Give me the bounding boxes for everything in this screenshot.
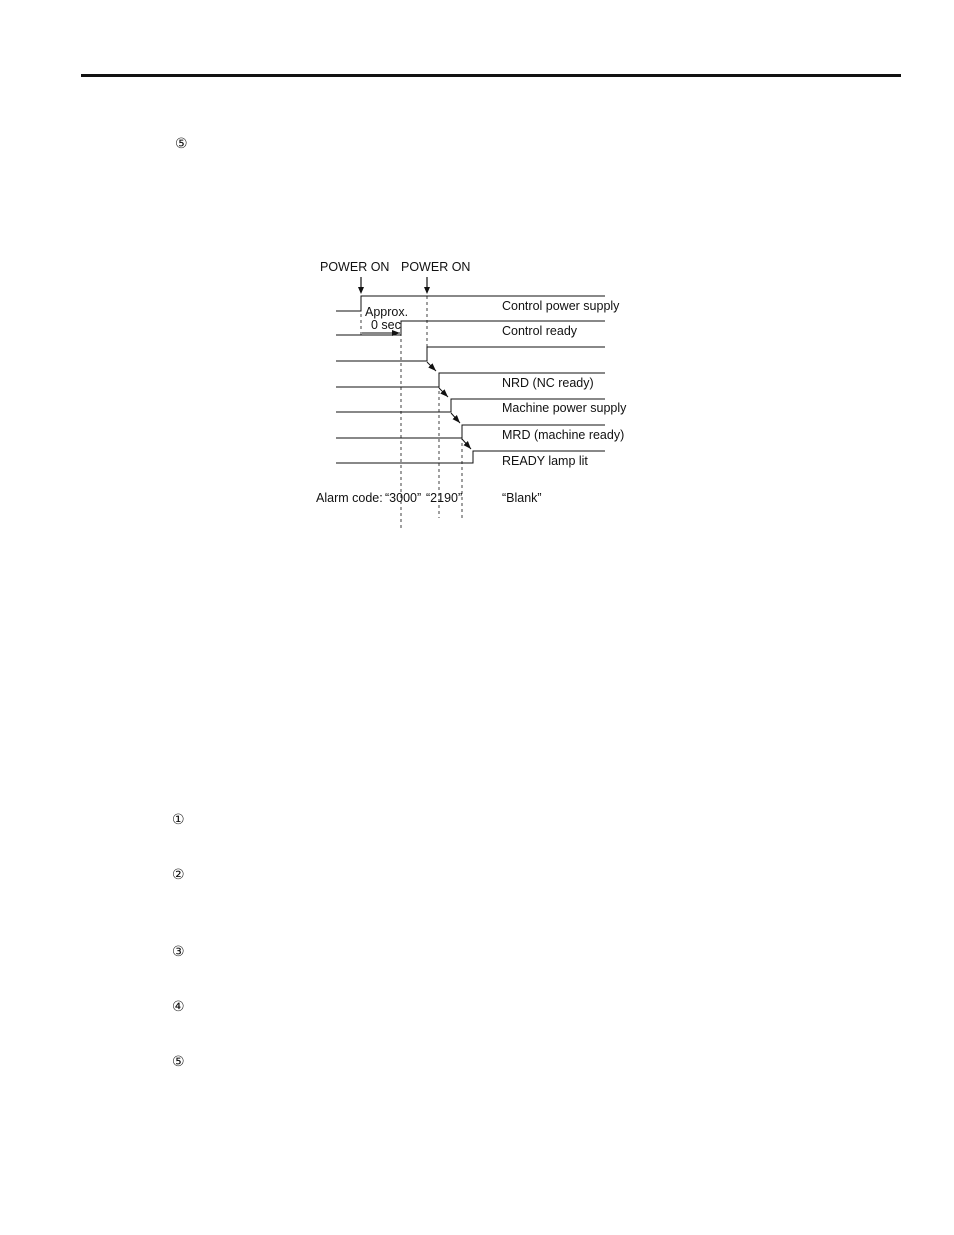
cause-arrow-2: [439, 388, 448, 397]
signal-label-control-ready: Control ready: [502, 324, 578, 338]
signal-label-ready-lamp: READY lamp lit: [502, 454, 588, 468]
step-marker-3: ③: [172, 944, 185, 960]
alarm-code-prefix: Alarm code:: [316, 491, 383, 505]
step-marker-5-top: ⑤: [175, 136, 188, 152]
power-on-arrowhead-1: [358, 287, 364, 294]
step-marker-5: ⑤: [172, 1054, 185, 1070]
cause-arrow-1: [427, 362, 436, 371]
approx-label: Approx.: [365, 305, 409, 319]
power-on-arrowhead-2: [424, 287, 430, 294]
alarm-code-3000: “3000”: [385, 491, 422, 505]
signal-label-nrd: NRD (NC ready): [502, 376, 594, 390]
signal-label-mrd: MRD (machine ready): [502, 428, 625, 442]
signal-label-control-power-supply: Control power supply: [502, 299, 620, 313]
alarm-code-blank: “Blank”: [502, 491, 542, 505]
cause-arrow-3: [451, 413, 460, 423]
step-marker-2: ②: [172, 867, 185, 883]
step-marker-4: ④: [172, 999, 185, 1015]
power-on-label-1: POWER ON: [320, 260, 390, 274]
cause-arrow-4: [462, 439, 471, 449]
step-marker-1: ①: [172, 812, 185, 828]
signal-label-machine-power-supply: Machine power supply: [502, 401, 627, 415]
power-on-label-2: POWER ON: [401, 260, 471, 274]
alarm-code-2190: “2190”: [426, 491, 463, 505]
approx-value: 0 sec: [371, 318, 401, 332]
signal-line-unlabeled: [336, 347, 605, 361]
